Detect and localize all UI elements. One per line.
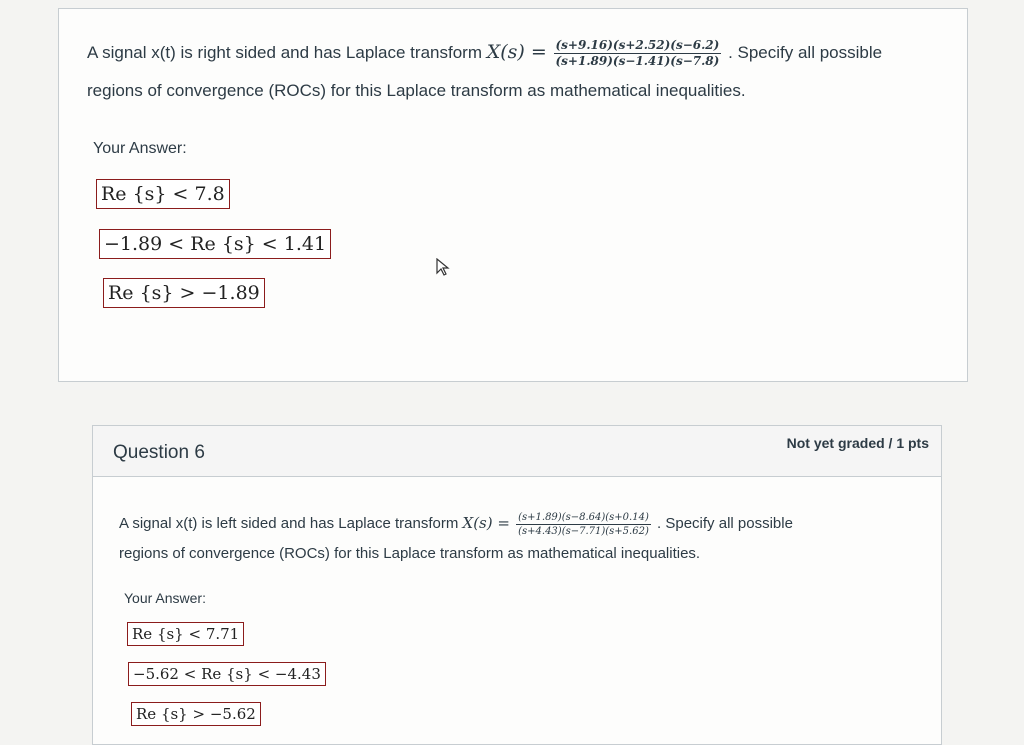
transform-lhs: X(s) = [462, 514, 510, 532]
question-5-text-line2: regions of convergence (ROCs) for this Laplace transform as mathematical inequalities. [87, 81, 746, 100]
answer-box: Re {s} > −5.62 [131, 702, 261, 726]
question-6-text [119, 508, 919, 569]
transform-fraction [554, 38, 722, 69]
your-answer-label: Your Answer: [124, 590, 206, 606]
question-5-text-end: . Specify all possible [728, 43, 883, 62]
question-6-text-end: . Specify all possible [657, 515, 793, 532]
question-6-text-start: A signal x(t) is left sided and has Laplace transform [119, 515, 463, 532]
question-5-text [87, 33, 967, 110]
question-6-card [92, 425, 942, 745]
question-5-text-start: A signal x(t) is right sided and has Laplace transform [87, 43, 487, 62]
question-header [93, 426, 941, 477]
question-6-text-line2: regions of convergence (ROCs) for this Laplace transform as mathematical inequalities. [119, 545, 701, 562]
question-5-card [58, 8, 968, 382]
your-answer-label: Your Answer: [93, 140, 187, 157]
fraction-denominator: (s+4.43)(s−7.71)(s+5.62) [518, 525, 649, 537]
answer-box: Re {s} > −1.89 [103, 278, 265, 308]
fraction-numerator: (s+1.89)(s−8.64)(s+0.14) [518, 511, 649, 523]
answer-box: Re {s} < 7.71 [127, 622, 244, 646]
fraction-denominator: (s+1.89)(s−1.41)(s−7.8) [555, 54, 720, 69]
answer-box: Re {s} < 7.8 [96, 179, 230, 209]
transform-lhs: X(s) = [486, 41, 547, 63]
mouse-cursor-icon [436, 258, 450, 276]
fraction-numerator: (s+9.16)(s+2.52)(s−6.2) [555, 38, 720, 53]
answer-box: −5.62 < Re {s} < −4.43 [128, 662, 326, 686]
question-title: Question 6 [113, 442, 205, 463]
answer-box: −1.89 < Re {s} < 1.41 [99, 229, 331, 259]
points-status: Not yet graded / 1 pts [786, 435, 929, 451]
transform-fraction [516, 511, 651, 538]
